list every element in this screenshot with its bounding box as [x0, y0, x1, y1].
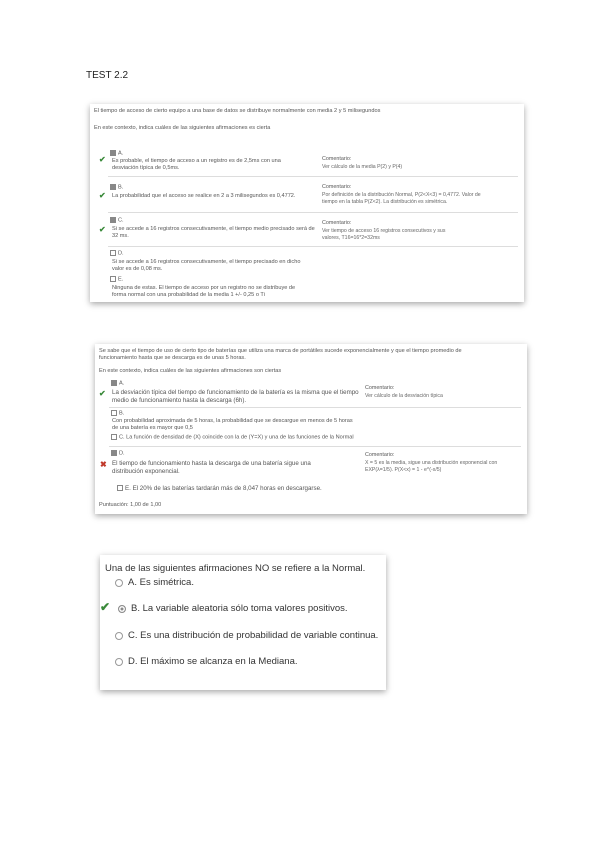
- q2-option-a-text-2: medio de funcionamiento hasta la descarga (6h).: [112, 397, 247, 404]
- page-title: TEST 2.2: [86, 70, 129, 81]
- q2-option-b-text-2: de una batería es mayor que 0,5: [112, 425, 193, 431]
- q2-prompt: En este contexto, indica cuáles de las siguientes afirmaciones son ciertas: [99, 368, 282, 374]
- q2-option-c[interactable]: [111, 434, 354, 441]
- checkbox-icon[interactable]: [111, 410, 117, 416]
- correct-check-icon: ✔: [99, 225, 106, 234]
- q1-prompt: En este contexto, indica cuáles de las siguientes afirmaciones es cierta: [94, 125, 271, 131]
- q1-option-e[interactable]: [110, 276, 123, 283]
- q3-option-b[interactable]: [118, 603, 348, 614]
- q1-comment-b-title: Comentario:: [322, 184, 352, 190]
- question-3-screenshot: [100, 555, 386, 690]
- q1-intro: El tiempo de acceso de cierto equipo a una base de datos se distribuye normalmente con media 2 y 5 milisegundos: [94, 108, 381, 114]
- option-label: D.: [119, 450, 125, 457]
- option-label: B.: [118, 184, 124, 191]
- q2-option-d-text-1: El tiempo de funcionamiento hasta la descarga de una batería sigue una: [112, 460, 311, 467]
- option-label: D.: [118, 250, 124, 257]
- q2-footer: Puntuación: 1,00 de 1,00: [99, 502, 162, 508]
- checkbox-icon[interactable]: [110, 250, 116, 256]
- q3-option-c[interactable]: [115, 630, 378, 641]
- q1-option-e-text-2: forma normal con una probabilidad de la media 1 +/- 0,25 o Ti: [112, 292, 265, 298]
- divider: [109, 446, 521, 447]
- radio-icon[interactable]: [118, 605, 126, 613]
- q2-option-e[interactable]: [117, 485, 322, 492]
- q2-option-d[interactable]: [111, 450, 125, 457]
- divider: [108, 176, 518, 177]
- q2-comment-a-text: Ver cálculo de la desviación típica: [365, 393, 443, 399]
- q2-comment-a-title: Comentario:: [365, 385, 395, 391]
- q2-comment-d-text-2: EXP(λ=1/5). P(X<x) = 1 - e^(-x/5): [365, 467, 442, 473]
- divider: [108, 212, 518, 213]
- option-text: C. Es una distribución de probabilidad de variable continua.: [128, 630, 379, 641]
- q1-option-d[interactable]: [110, 250, 124, 257]
- divider: [109, 407, 521, 408]
- q3-title: Una de las siguientes afirmaciones NO se refiere a la Normal.: [105, 563, 366, 574]
- q1-option-a-text-1: Es probable, el tiempo de acceso a un registro es de 2,5ms con una: [112, 158, 281, 164]
- correct-check-icon: ✔: [99, 191, 106, 200]
- option-label: A.: [119, 380, 125, 387]
- checkbox-icon[interactable]: [110, 217, 116, 223]
- question-2-screenshot: [95, 344, 527, 514]
- option-text: B. La variable aleatoria sólo toma valores positivos.: [131, 603, 348, 614]
- q1-comment-c-text-1: Ver tiempo de acceso 16 registros consecutivos y sus: [322, 228, 446, 234]
- q1-comment-a-text: Ver cálculo de la media P(2) y P(4): [322, 164, 403, 170]
- option-text: A. Es simétrica.: [128, 577, 194, 588]
- q2-option-d-text-2: distribución exponencial.: [112, 468, 180, 475]
- q2-intro-2: funcionamiento hasta que se descarga es de unas 5 horas.: [99, 355, 246, 361]
- checkbox-icon[interactable]: [110, 184, 116, 190]
- option-text: E. El 20% de las baterías tardarán más de 8,047 horas en descargarse.: [125, 485, 322, 492]
- q1-comment-c-text-2: valores, T16=16*2=32ms: [322, 235, 380, 241]
- checkbox-icon[interactable]: [111, 450, 117, 456]
- q1-comment-c-title: Comentario:: [322, 220, 352, 226]
- q1-comment-b-text-2: tiempo en la tabla P(Z<2). La distribución es simétrica.: [322, 199, 448, 205]
- option-label: C.: [118, 217, 124, 224]
- checkbox-icon[interactable]: [110, 150, 116, 156]
- checkbox-icon[interactable]: [111, 380, 117, 386]
- q1-option-c[interactable]: [110, 217, 124, 224]
- q1-option-b[interactable]: [110, 184, 123, 191]
- correct-check-icon: ✔: [100, 600, 111, 614]
- q1-option-e-text-1: Ninguna de estas. El tiempo de acceso por un registro no se distribuye de: [112, 285, 296, 291]
- option-text: C. La función de densidad de (X) coincide con la de (Y=X) y una de las funciones de la Normal: [119, 434, 354, 441]
- q3-option-a[interactable]: [115, 577, 194, 588]
- q2-option-b-text-1: Con probabilidad aproximada de 5 horas, la probabilidad que se descargue en menos de 5 horas: [112, 418, 353, 424]
- q1-option-b-text-1: La probabilidad que el acceso se realice en 2 a 3 milisegundos es 0,4772.: [112, 193, 296, 199]
- q2-option-b[interactable]: [111, 410, 124, 417]
- radio-icon[interactable]: [115, 632, 123, 640]
- option-label: A.: [118, 150, 124, 157]
- option-text: D. El máximo se alcanza en la Mediana.: [128, 656, 298, 667]
- q1-comment-b-text-1: Por definición de la distribución Normal, P(2<X<3) = 0,4772. Valor de: [322, 192, 481, 198]
- q1-option-d-text-2: valor es de 0,08 ms.: [112, 266, 163, 272]
- q1-option-d-text-1: Si se accede a 16 registros consecutivamente, el tiempo precisado en dicho: [112, 259, 301, 265]
- q2-comment-d-title: Comentario:: [365, 452, 395, 458]
- incorrect-cross-icon: ✖: [100, 460, 107, 469]
- q1-option-c-text-2: 32 ms.: [112, 233, 129, 239]
- option-label: B.: [119, 410, 125, 417]
- checkbox-icon[interactable]: [117, 485, 123, 491]
- q3-option-d[interactable]: [115, 656, 298, 667]
- divider: [108, 246, 518, 247]
- correct-check-icon: ✔: [99, 155, 106, 164]
- radio-icon[interactable]: [115, 579, 123, 587]
- q1-option-a[interactable]: [110, 150, 123, 157]
- radio-icon[interactable]: [115, 658, 123, 666]
- q2-intro-1: Se sabe que el tiempo de uso de cierto tipo de baterías que utiliza una marca de portátiles sucede exponencialmente y que el tiempo promedio de: [99, 348, 462, 354]
- q2-option-a[interactable]: [111, 380, 124, 387]
- checkbox-icon[interactable]: [111, 434, 117, 440]
- q2-option-a-text-1: La desviación típica del tiempo de funcionamiento de la batería es la misma que el tiempo: [112, 389, 359, 396]
- question-1-screenshot: [90, 104, 524, 302]
- q1-option-a-text-2: desviación típica de 0,5ms.: [112, 165, 180, 171]
- q2-comment-d-text-1: X = 5 es la media, sigue una distribución exponencial con: [365, 460, 498, 466]
- checkbox-icon[interactable]: [110, 276, 116, 282]
- option-label: E.: [118, 276, 124, 283]
- q1-comment-a-title: Comentario:: [322, 156, 352, 162]
- q1-option-c-text-1: Si se accede a 16 registros consecutivamente, el tiempo medio precisado será de: [112, 226, 315, 232]
- correct-check-icon: ✔: [99, 389, 106, 398]
